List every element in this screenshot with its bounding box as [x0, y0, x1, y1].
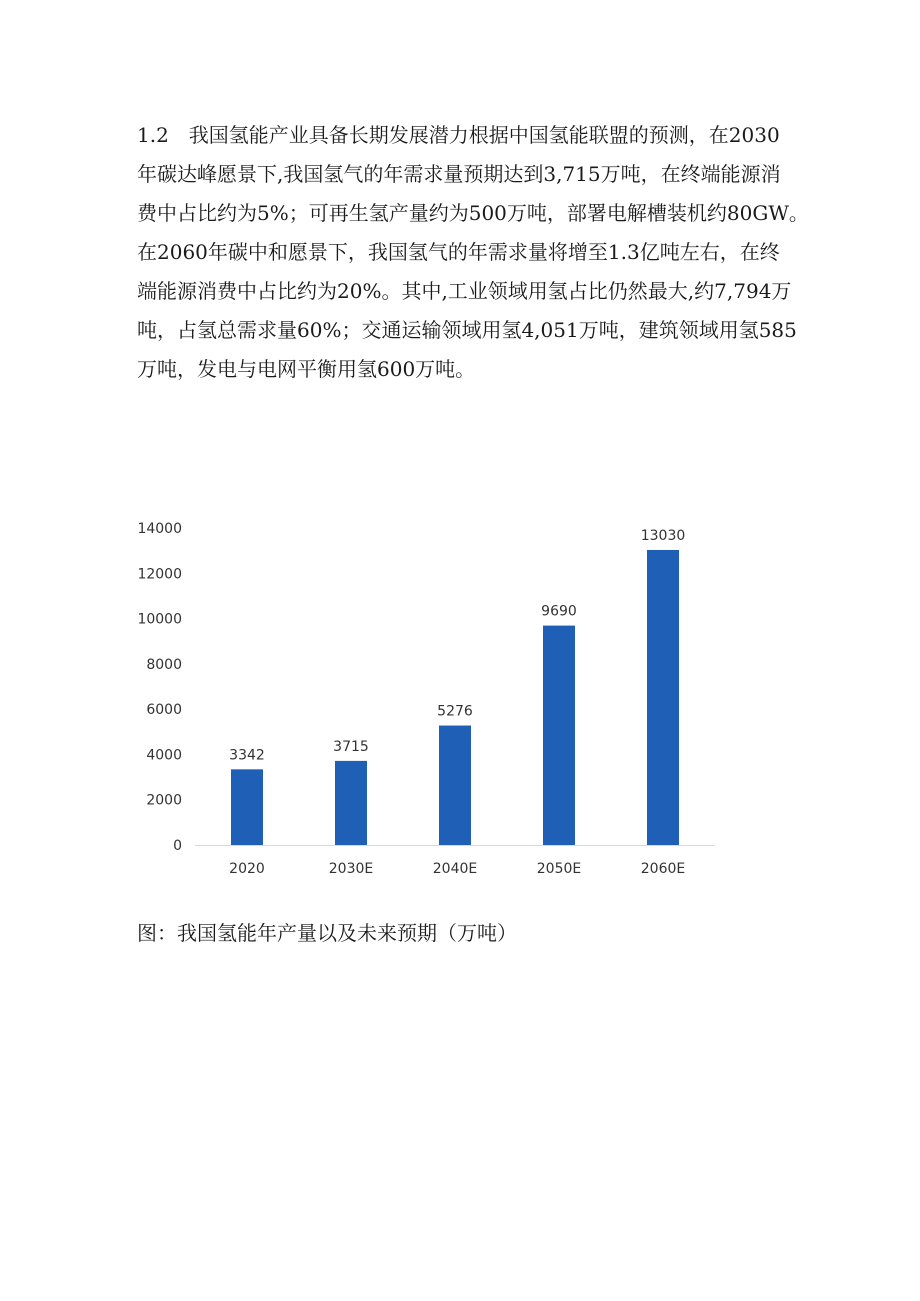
- y-tick-label: 10000: [137, 611, 182, 628]
- paragraph-line: 万吨，发电与电网平衡用氢600万吨。: [137, 357, 476, 381]
- x-tick-label: 2030E: [328, 861, 374, 877]
- bar-2040e: [439, 726, 471, 845]
- y-tick-label: 8000: [146, 656, 182, 673]
- y-tick-label: 6000: [146, 702, 182, 719]
- hydrogen-production-chart: [120, 505, 720, 895]
- paragraph-line: 端能源消费中占比约为20%。其中,工业领域用氢占比仍然最大,约7,794万: [137, 279, 792, 303]
- x-tick-label: 2060E: [640, 861, 686, 877]
- paragraph-line: 费中占比约为5%；可再生氢产量约为500万吨，部署电解槽装机约80GW。: [137, 201, 809, 225]
- y-tick-label: 4000: [146, 747, 182, 764]
- bar-2020: [231, 769, 263, 845]
- x-tick-label: 2050E: [536, 861, 582, 877]
- data-label: 13030: [640, 527, 686, 544]
- y-tick-label: 14000: [137, 521, 182, 537]
- paragraph-line: 1.2 我国氢能产业具备长期发展潜力根据中国氢能联盟的预测，在2030: [137, 123, 780, 147]
- data-label: 5276: [437, 703, 473, 720]
- bar-2050e: [543, 626, 575, 845]
- data-label: 3342: [229, 747, 265, 764]
- y-tick-label: 0: [173, 838, 182, 854]
- paragraph-line: 吨，占氢总需求量60%；交通运输领域用氢4,051万吨，建筑领域用氢585: [137, 318, 797, 342]
- bar-2060e: [647, 550, 679, 845]
- body-paragraph: [137, 116, 809, 389]
- y-tick-label: 12000: [137, 566, 182, 583]
- y-tick-label: 2000: [146, 792, 182, 809]
- paragraph-line: 年碳达峰愿景下,我国氢气的年需求量预期达到3,715万吨，在终端能源消: [137, 162, 781, 186]
- x-tick-label: 2020: [229, 861, 265, 877]
- data-label: 9690: [541, 603, 577, 620]
- bar-2030e: [335, 761, 367, 845]
- bar-chart-svg: [120, 505, 720, 895]
- data-label: 3715: [333, 738, 369, 755]
- figure-caption: 图：我国氢能年产量以及未来预期（万吨）: [137, 921, 517, 945]
- paragraph-line: 在2060年碳中和愿景下，我国氢气的年需求量将增至1.3亿吨左右，在终: [137, 240, 780, 264]
- x-tick-label: 2040E: [432, 861, 478, 877]
